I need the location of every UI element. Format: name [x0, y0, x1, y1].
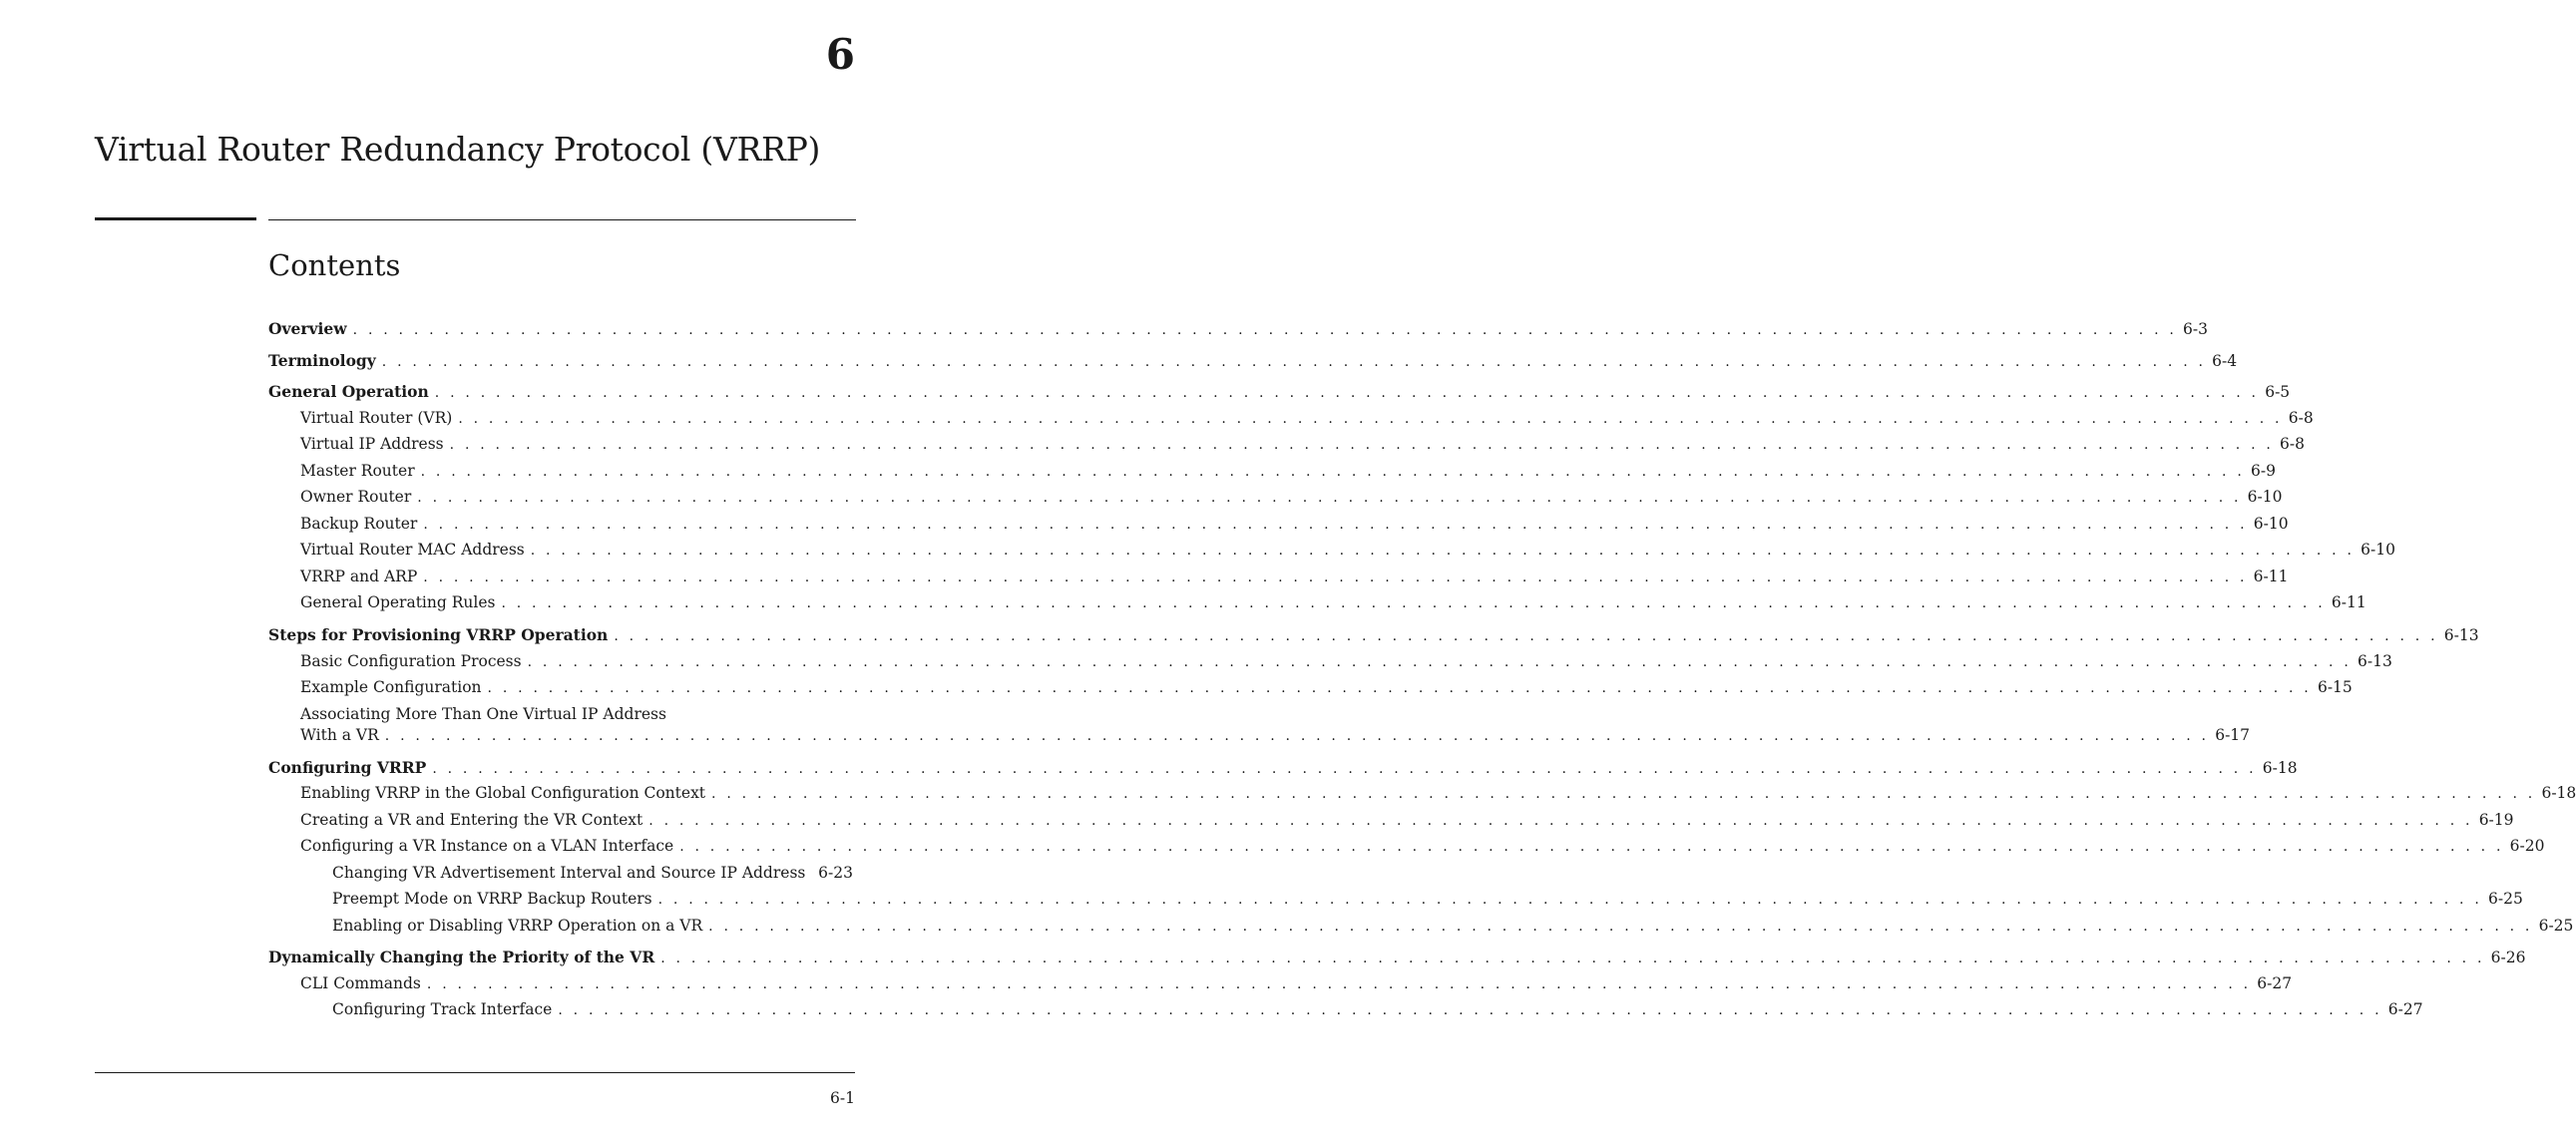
toc-entry-label: Preempt Mode on VRRP Backup Routers — [332, 890, 652, 908]
toc-entry[interactable] — [268, 890, 2523, 908]
toc-entry-label: Owner Router — [300, 488, 412, 506]
toc-entry-page: 6-26 — [2490, 949, 2526, 966]
toc-entry-page: 6-8 — [2288, 409, 2314, 427]
dot-leader: . . . . . . . . . . . . . . . . . . . . . . . . . . . . . . . . . . . . . . . . . . . . . . . . . . . . . . . . . . . . . . . . . . . . . . . . . . . . . . . . . . . . . . . . . . . . . . . . . . . . . . . . . . . . . . . . . . . . . . . . — [527, 654, 2352, 670]
toc-entry[interactable] — [268, 462, 2276, 480]
toc-entry[interactable] — [268, 488, 2283, 506]
toc-entry-label: VRRP and ARP — [300, 568, 418, 585]
dot-leader: . . . . . . . . . . . . . . . . . . . . . . . . . . . . . . . . . . . . . . . . . . . . . . . . . . . . . . . . . . . . . . . . . . . . . . . . . . . . . . . . . . . . . . . . . . . . . . . . . . . . . . . . . . . . . . . . . . . . . . . . — [381, 354, 2207, 370]
toc-entry-page: 6-10 — [2253, 515, 2289, 533]
toc-entry-page: 6-18 — [2541, 784, 2576, 802]
toc-entry-page: 6-11 — [2331, 593, 2366, 611]
toc-entry[interactable] — [268, 568, 2289, 585]
dot-leader: . . . . . . . . . . . . . . . . . . . . . . . . . . . . . . . . . . . . . . . . . . . . . . . . . . . . . . . . . . . . . . . . . . . . . . . . . . . . . . . . . . . . . . . . . . . . . . . . . . . . . . . . . . . . . . . . . . . . . . . . — [679, 839, 2504, 855]
toc-entry-page: 6-13 — [2443, 626, 2479, 644]
toc-entry[interactable] — [268, 726, 2251, 744]
chapter-title: Virtual Router Redundancy Protocol (VRRP) — [95, 130, 821, 169]
toc-entry[interactable] — [268, 837, 2545, 855]
toc-entry-label: Changing VR Advertisement Interval and Source IP Address — [332, 864, 806, 882]
toc-entry-label: Creating a VR and Entering the VR Context — [300, 811, 644, 829]
toc-entry-label: Enabling VRRP in the Global Configuration Context — [300, 784, 706, 802]
toc-entry[interactable] — [268, 351, 2238, 370]
dot-leader: . . . . . . . . . . . . . . . . . . . . . . . . . . . . . . . . . . . . . . . . . . . . . . . . . . . . . . . . . . . . . . . . . . . . . . . . . . . . . . . . . . . . . . . . . . . . . . . . . . . . . . . . . . . . . . . . . . . . . . . . — [558, 1002, 2382, 1018]
footer-rule — [95, 1072, 855, 1073]
toc-entry-page: 6-23 — [818, 864, 853, 882]
toc-entry-label: Configuring a VR Instance on a VLAN Interface — [300, 837, 674, 855]
toc-entry-page: 6-19 — [2478, 811, 2514, 829]
dot-leader: . . . . . . . . . . . . . . . . . . . . . . . . . . . . . . . . . . . . . . . . . . . . . . . . . . . . . . . . . . . . . . . . . . . . . . . . . . . . . . . . . . . . . . . . . . . . . . . . . . . . . . . . . . . . . . . . . . . . . . . . — [711, 786, 2536, 802]
toc-entry-page: 6-20 — [2509, 837, 2545, 855]
toc-entry[interactable] — [268, 625, 2479, 644]
toc-entry-page: 6-15 — [2317, 678, 2353, 696]
contents-heading: Contents — [268, 248, 401, 282]
chapter-number: 6 — [825, 30, 855, 79]
dot-leader: . . . . . . . . . . . . . . . . . . . . . . . . . . . . . . . . . . . . . . . . . . . . . . . . . . . . . . . . . . . . . . . . . . . . . . . . . . . . . . . . . . . . . . . . . . . . . . . . . . . . . . . . . . . . . . . . . . . . . . . . — [708, 919, 2533, 935]
toc-entry-label: Overview — [268, 319, 347, 338]
toc-entry[interactable] — [268, 652, 2392, 670]
dot-leader: . . . . . . . . . . . . . . . . . . . . . . . . . . . . . . . . . . . . . . . . . . . . . . . . . . . . . . . . . . . . . . . . . . . . . . . . . . . . . . . . . . . . . . . . . . . . . . . . . . . . . . . . . . . . . . . . . . . . . . . . — [423, 517, 2248, 533]
toc-entry[interactable] — [268, 758, 2298, 777]
toc-entry-label: Steps for Provisioning VRRP Operation — [268, 625, 609, 644]
toc-entry-label: Configuring VRRP — [268, 758, 427, 777]
toc-entry-label: Virtual Router MAC Address — [300, 541, 525, 559]
section-rule-thick — [95, 217, 256, 220]
dot-leader: . . . . . . . . . . . . . . . . . . . . . . . . . . . . . . . . . . . . . . . . . . . . . . . . . . . . . . . . . . . . . . . . . . . . . . . . . . . . . . . . . . . . . . . . . . . . . . . . . . . . . . . . . . . . . . . . . . . . . . . . — [660, 951, 2485, 966]
dot-leader: . . . . . . . . . . . . . . . . . . . . . . . . . . . . . . . . . . . . . . . . . . . . . . . . . . . . . . . . . . . . . . . . . . . . . . . . . . . . . . . . . . . . . . . . . . . . . . . . . . . . . . . . . . . . . . . . . . . . . . . . — [458, 411, 2283, 427]
toc-entry-label: General Operation — [268, 382, 429, 401]
toc-entry[interactable] — [268, 593, 2366, 611]
toc-entry-page: 6-8 — [2280, 435, 2306, 453]
toc-entry-label: Backup Router — [300, 515, 418, 533]
dot-leader: . . . . . . . . . . . . . . . . . . . . . . . . . . . . . . . . . . . . . . . . . . . . . . . . . . . . . . . . . . . . . . . . . . . . . . . . . . . . . . . . . . . . . . . . . . . . . . . . . . . . . . . . . . . . . . . . . . . . . . . . — [530, 543, 2356, 559]
toc-entry-label: Configuring Track Interface — [332, 1000, 553, 1018]
dot-leader: . . . . . . . . . . . . . . . . . . . . . . . . . . . . . . . . . . . . . . . . . . . . . . . . . . . . . . . . . . . . . . . . . . . . . . . . . . . . . . . . . . . . . . . . . . . . . . . . . . . . . . . . . . . . . . . . . . . . . . . . — [426, 976, 2252, 992]
toc-entry[interactable] — [268, 1000, 2423, 1018]
toc-entry[interactable] — [268, 811, 2514, 829]
toc-entry-label: Terminology — [268, 351, 376, 370]
toc-entry[interactable] — [268, 678, 2353, 696]
dot-leader: . . . . . . . . . . . . . . . . . . . . . . . . . . . . . . . . . . . . . . . . . . . . . . . . . . . . . . . . . . . . . . . . . . . . . . . . . . . . . . . . . . . . . . . . . . . . . . . . . . . . . . . . . . . . . . . . . . . . . . . . — [449, 437, 2275, 453]
dot-leader: . . . . . . . . . . . . . . . . . . . . . . . . . . . . . . . . . . . . . . . . . . . . . . . . . . . . . . . . . . . . . . . . . . . . . . . . . . . . . . . . . . . . . . . . . . . . . . . . . . . . . . . . . . . . . . . . . . . . . . . . — [417, 490, 2242, 506]
toc-entry-page: 6-27 — [2387, 1000, 2423, 1018]
toc-entry-page: 6-18 — [2262, 759, 2298, 777]
toc-entry-page: 6-3 — [2183, 320, 2209, 338]
toc-entry-label: Basic Configuration Process — [300, 652, 522, 670]
toc-entry-page: 6-17 — [2215, 726, 2251, 744]
toc-entry-label: CLI Commands — [300, 974, 421, 992]
toc-entry-page: 6-10 — [2361, 541, 2395, 559]
toc-entry-label: Example Configuration — [300, 678, 482, 696]
dot-leader: . . . . . . . . . . . . . . . . . . . . . . . . . . . . . . . . . . . . . . . . . . . . . . . . . . . . . . . . . . . . . . . . . . . . . . . . . . . . . . . . . . . . . . . . . . . . . . . . . . . . . . . . . . . . . . . . . . . . . . . . — [432, 761, 2257, 777]
toc-entry[interactable] — [268, 784, 2576, 802]
dot-leader: . . . . . . . . . . . . . . . . . . . . . . . . . . . . . . . . . . . . . . . . . . . . . . . . . . . . . . . . . . . . . . . . . . . . . . . . . . . . . . . . . . . . . . . . . . . . . . . . . . . . . . . . . . . . . . . . . . . . . . . . — [423, 570, 2248, 585]
toc-entry[interactable] — [268, 541, 2395, 559]
toc-entry[interactable] — [268, 515, 2289, 533]
toc-entry[interactable] — [268, 382, 2291, 401]
dot-leader: . . . . . . . . . . . . . . . . . . . . . . . . . . . . . . . . . . . . . . . . . . . . . . . . . . . . . . . . . . . . . . . . . . . . . . . . . . . . . . . . . . . . . . . . . . . . . . . . . . . . . . . . . . . . . . . . . . . . . . . . — [420, 464, 2246, 480]
toc-entry-page: 6-27 — [2257, 974, 2293, 992]
footer-page-number: 6-1 — [830, 1089, 855, 1107]
toc-entry-label: Virtual Router (VR) — [300, 409, 453, 427]
dot-leader: . . . . . . . . . . . . . . . . . . . . . . . . . . . . . . . . . . . . . . . . . . . . . . . . . . . . . . . . . . . . . . . . . . . . . . . . . . . . . . . . . . . . . . . . . . . . . . . . . . . . . . . . . . . . . . . . . . . . . . . . — [501, 595, 2326, 611]
toc-entry-page: 6-11 — [2253, 568, 2289, 585]
toc-entry[interactable] — [268, 917, 2574, 935]
toc-entry-page: 6-5 — [2265, 383, 2291, 401]
dot-leader: . . . . . . . . . . . . . . . . . . . . . . . . . . . . . . . . . . . . . . . . . . . . . . . . . . . . . . . . . . . . . . . . . . . . . . . . . . . . . . . . . . . . . . . . . . . . . . . . . . . . . . . . . . . . . . . . . . . . . . . . — [657, 892, 2483, 908]
toc-entry[interactable] — [268, 974, 2293, 992]
dot-leader: . . . . . . . . . . . . . . . . . . . . . . . . . . . . . . . . . . . . . . . . . . . . . . . . . . . . . . . . . . . . . . . . . . . . . . . . . . . . . . . . . . . . . . . . . . . . . . . . . . . . . . . . . . . . . . . . . . . . . . . . — [352, 322, 2178, 338]
toc-entry-label: Virtual IP Address — [300, 435, 444, 453]
toc-entry-page: 6-25 — [2488, 890, 2523, 908]
toc-entry-page: 6-4 — [2212, 352, 2238, 370]
toc-entry-label: Enabling or Disabling VRRP Operation on a VR — [332, 917, 703, 935]
dot-leader: . . . . . . . . . . . . . . . . . . . . . . . . . . . . . . . . . . . . . . . . . . . . . . . . . . . . . . . . . . . . . . . . . . . . . . . . . . . . . . . . . . . . . . . . . . . . . . . . . . . . . . . . . . . . . . . . . . . . . . . . — [487, 680, 2312, 696]
toc-entry[interactable] — [268, 409, 2314, 427]
toc-entry-page: 6-10 — [2247, 488, 2283, 506]
toc-entry-label: Dynamically Changing the Priority of the VR — [268, 948, 655, 966]
toc-entry[interactable] — [268, 866, 853, 882]
section-rule-thin — [268, 219, 856, 220]
toc-entry-page: 6-13 — [2358, 652, 2392, 670]
toc-entry[interactable] — [268, 948, 2526, 966]
toc-entry-page: 6-25 — [2538, 917, 2574, 935]
dot-leader: . . . . . . . . . . . . . . . . . . . . . . . . . . . . . . . . . . . . . . . . . . . . . . . . . . . . . . . . . . . . . . . . . . . . . . . . . . . . . . . . . . . . . . . . . . . . . . . . . . . . . . . . . . . . . . . . . . . . . . . . — [384, 728, 2210, 744]
dot-leader: . . . . . . . . . . . . . . . . . . . . . . . . . . . . . . . . . . . . . . . . . . . . . . . . . . . . . . . . . . . . . . . . . . . . . . . . . . . . . . . . . . . . . . . . . . . . . . . . . . . . . . . . . . . . . . . . . . . . . . . . — [648, 813, 2473, 829]
dot-leader: . . . . . . . . . . . . . . . . . . . . . . . . . . . . . . . . . . . . . . . . . . . . . . . . . . . . . . . . . . . . . . . . . . . . . . . . . . . . . . . . . . . . . . . . . . . . . . . . . . . . . . . . . . . . . . . . . . . . . . . . — [434, 385, 2260, 401]
toc-entry[interactable] — [268, 435, 2306, 453]
toc-entry-label-line1: Associating More Than One Virtual IP Address — [300, 705, 666, 723]
dot-leader: . . . . . . . . . . . . . . . . . . . . . . . . . . . . . . . . . . . . . . . . . . . . . . . . . . . . . . . . . . . . . . . . . . . . . . . . . . . . . . . . . . . . . . . . . . . . . . . . . . . . . . . . . . . . . . . . . . . . . . . . — [614, 628, 2438, 644]
toc-entry-label: With a VR — [300, 726, 379, 744]
toc-entry-label: General Operating Rules — [300, 593, 496, 611]
toc-entry[interactable] — [268, 319, 2209, 338]
toc-entry-page: 6-9 — [2251, 462, 2276, 480]
toc-entry-label: Master Router — [300, 462, 415, 480]
